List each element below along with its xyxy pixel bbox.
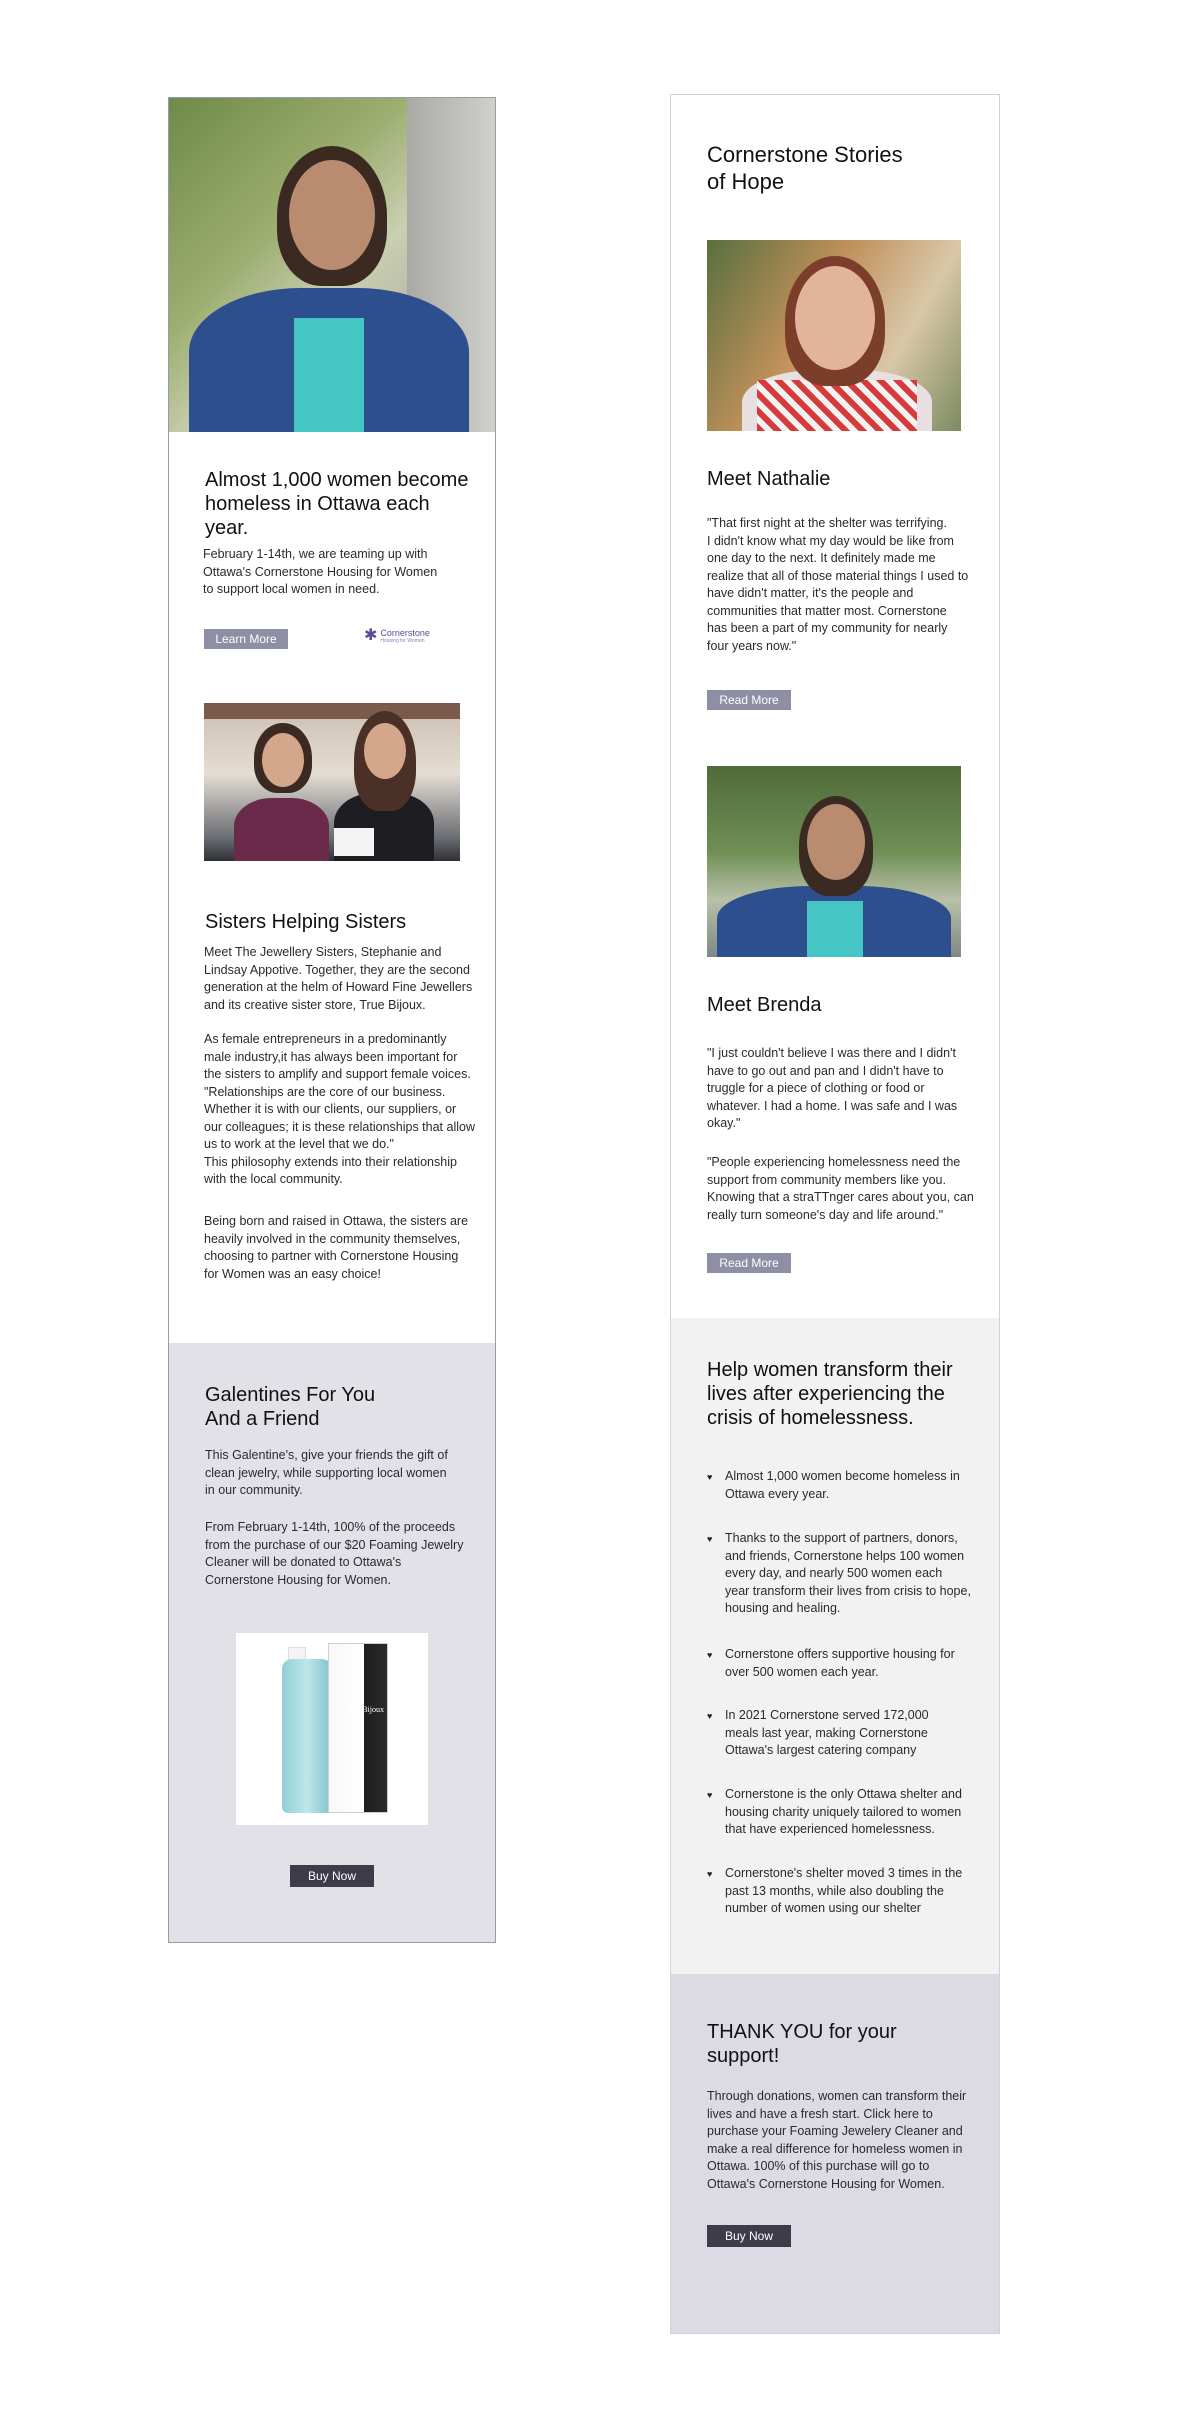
thank-you-heading: THANK YOU for your support! <box>707 2021 897 2067</box>
fact-item <box>707 1530 977 1618</box>
fact-text: Cornerstone is the only Ottawa shelter and housing charity uniquely tailored to women that have experienced homelessness. <box>725 1787 962 1836</box>
thank-you-body: Through donations, women can transform their lives and have a fresh start. Click here to purchase your Foaming Jewelery Cleaner and make a real difference for homeless women in Ottawa. 100% of this purchase will go to Ottawa's Cornerstone Housing for Women. <box>707 2089 967 2191</box>
fact-item <box>707 1646 977 1681</box>
nathalie-quote: "That first night at the shelter was terrifying. I didn't know what my day would be like from one day to the next. It definitely made me realize that all of those material things I used to have didn't matter, it's the people and communities that matter most. Cornerstone has been a part of my community for nearly four years now." <box>707 516 969 653</box>
heart-icon: ♥ <box>707 1790 713 1800</box>
logo-text: Cornerstone <box>380 628 430 638</box>
foaming-cleaner-product-image[interactable] <box>236 1633 428 1825</box>
left-email-column <box>168 97 496 1943</box>
nathalie-photo <box>707 240 961 431</box>
learn-more-button[interactable]: Learn More <box>204 629 288 649</box>
facts-heading: Help women transform their lives after experiencing the crisis of homelessness. <box>707 1359 953 1429</box>
fact-text: In 2021 Cornerstone served 172,000 meals last year, making Cornerstone Ottawa's largest catering company <box>725 1708 929 1757</box>
heart-icon: ♥ <box>707 1869 713 1879</box>
heart-icon: ♥ <box>707 1650 713 1660</box>
fact-item <box>707 1707 977 1760</box>
brenda-quote-1: "I just couldn't believe I was there and I didn't have to go out and pan and I didn't have to truggle for a piece of clothing or food or whatever. I had a home. I was safe and I was okay." <box>707 1046 958 1130</box>
fact-text: Thanks to the support of partners, donors, and friends, Cornerstone helps 100 women every day, and nearly 500 women each year transform their lives from crisis to hope, housing and healing. <box>725 1531 971 1615</box>
brenda-photo <box>707 766 961 957</box>
product-brand-label: True Bijoux <box>345 1705 384 1714</box>
brenda-heading: Meet Brenda <box>707 994 822 1016</box>
fact-item <box>707 1468 977 1503</box>
hero-heading: Almost 1,000 women become homeless in Ottawa each year. <box>205 469 469 539</box>
fact-item <box>707 1865 977 1918</box>
hero-photo-brenda <box>169 98 495 432</box>
right-email-column <box>670 94 1000 2334</box>
heart-icon: ♥ <box>707 1534 713 1544</box>
galentines-heading: Galentines For You And a Friend <box>205 1384 376 1430</box>
facts-section <box>671 1318 999 1974</box>
fact-text: Cornerstone's shelter moved 3 times in the past 13 months, while also doubling the number of women using our shelter <box>725 1866 963 1915</box>
fact-text: Almost 1,000 women become homeless in Ottawa every year. <box>725 1469 960 1501</box>
sisters-paragraph-1: Meet The Jewellery Sisters, Stephanie and Lindsay Appotive. Together, they are the second generation at the helm of Howard Fine Jewellers and its creative sister store, True Bijoux. <box>204 945 473 1012</box>
nathalie-heading: Meet Nathalie <box>707 468 831 490</box>
galentines-section <box>169 1343 495 1942</box>
galentines-paragraph-2: From February 1-14th, 100% of the proceeds from the purchase of our $20 Foaming Jewelry Cleaner will be donated to Ottawa's Cornerstone Housing for Women. <box>205 1520 464 1587</box>
fact-text: Cornerstone offers supportive housing for over 500 women each year. <box>725 1647 955 1679</box>
brenda-quote-2: "People experiencing homelessness need the support from community members like you. Knowing that a straTTnger cares about you, can really turn someone's day and life around." <box>707 1155 974 1222</box>
logo-subtext: Housing for Women <box>380 638 425 644</box>
fact-item <box>707 1786 977 1839</box>
star-icon: ✱ <box>364 627 378 644</box>
thank-you-section <box>671 1974 999 2333</box>
sisters-heading: Sisters Helping Sisters <box>205 911 407 933</box>
sisters-paragraph-3: Being born and raised in Ottawa, the sisters are heavily involved in the community themselves, choosing to partner with Cornerstone Housing for Women was an easy choice! <box>204 1214 469 1281</box>
buy-now-button-right[interactable]: Buy Now <box>707 2225 791 2247</box>
buy-now-button-left[interactable]: Buy Now <box>290 1865 374 1887</box>
cornerstone-logo <box>364 628 430 644</box>
heart-icon: ♥ <box>707 1472 713 1482</box>
hero-body: February 1-14th, we are teaming up with Ottawa's Cornerstone Housing for Women to support local women in need. <box>203 547 438 596</box>
sisters-photo <box>204 703 460 861</box>
stories-title: Cornerstone Stories of Hope <box>707 142 903 194</box>
read-more-button-brenda[interactable]: Read More <box>707 1253 791 1273</box>
galentines-paragraph-1: This Galentine's, give your friends the gift of clean jewelry, while supporting local women in our community. <box>205 1448 448 1497</box>
heart-icon: ♥ <box>707 1711 713 1721</box>
sisters-paragraph-2: As female entrepreneurs in a predominantly male industry,it has always been important for the sisters to amplify and support female voices. "Relationships are the core of our business. Whether it is with our clients, our suppliers, or our colleagues; it is these relationships that allow us to work at the level that we do." This philosophy extends into their relationship with the local community. <box>204 1032 475 1186</box>
read-more-button-nathalie[interactable]: Read More <box>707 690 791 710</box>
